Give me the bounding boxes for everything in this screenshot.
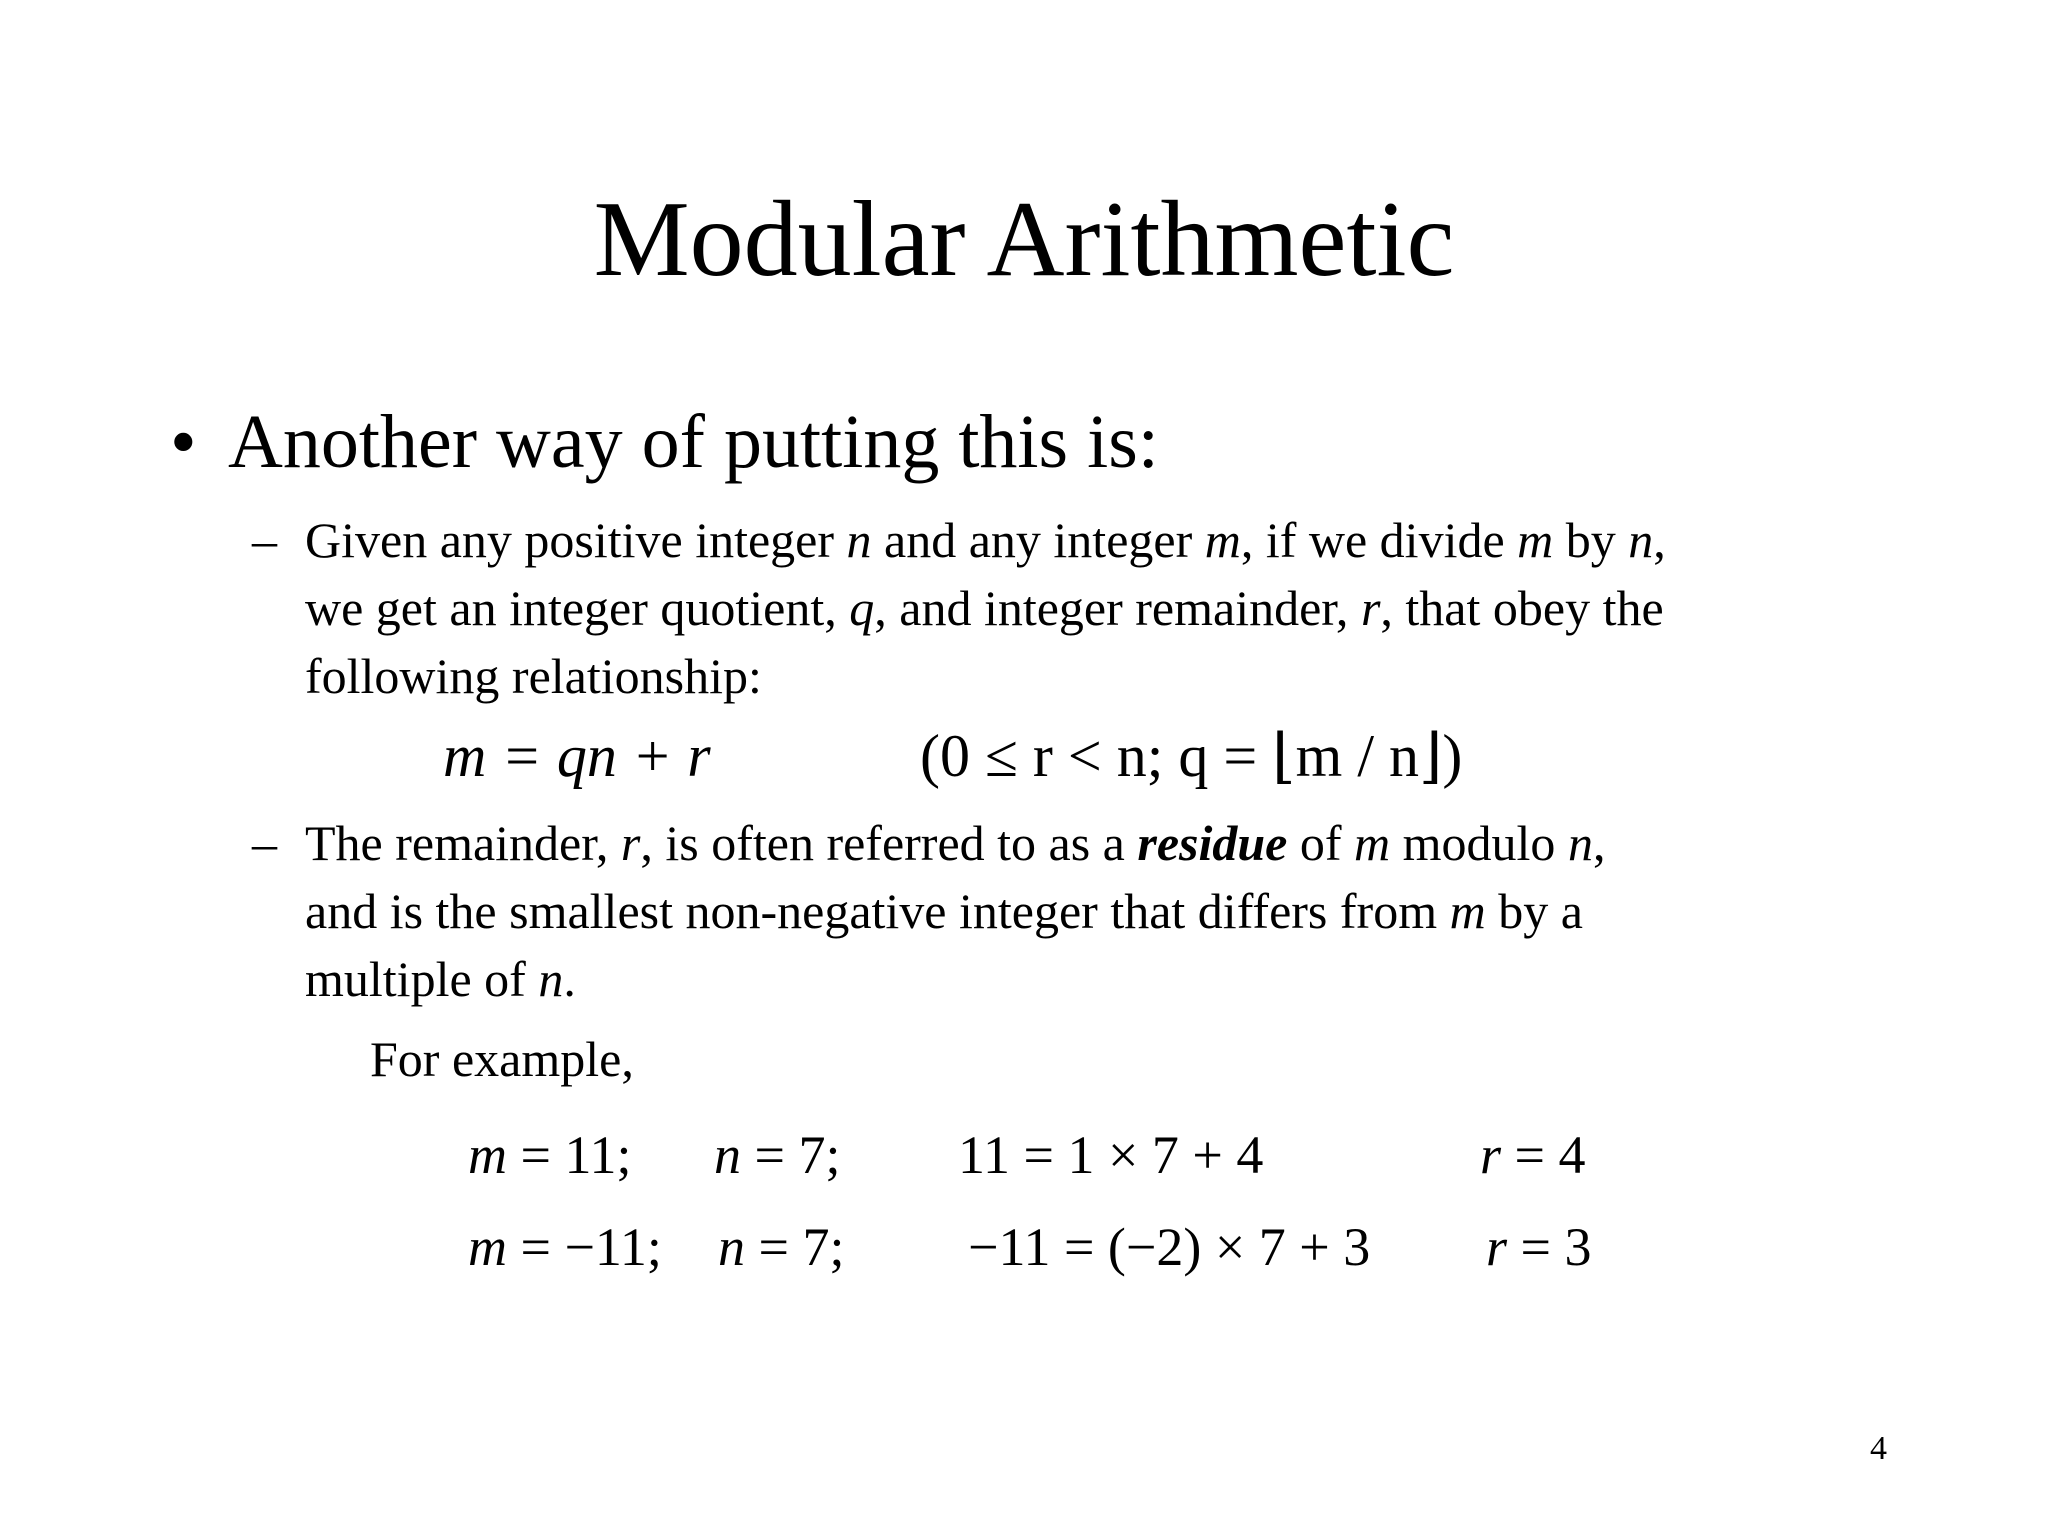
example-1-n: n = 7; [714, 1125, 841, 1185]
text-span: . [563, 951, 576, 1007]
text-span: , that obey the [1380, 580, 1664, 636]
text-span: we get an integer quotient, [305, 580, 850, 636]
variable: r [620, 815, 641, 871]
variable: q [849, 580, 875, 636]
example-2-m: m = −11; [468, 1217, 662, 1277]
variable: n [1567, 815, 1593, 871]
variable: n [538, 951, 564, 1007]
text-span: modulo [1390, 815, 1568, 871]
variable: m [1204, 512, 1241, 568]
sub-bullet-1-marker: – [252, 512, 277, 568]
example-1-m: m = 11; [468, 1125, 632, 1185]
variable: r [1360, 580, 1381, 636]
variable: n [1628, 512, 1654, 568]
bullet-text: Another way of putting this is: [228, 400, 1159, 484]
sub-bullet-2-line-2 [305, 883, 1583, 939]
text-span: , [1653, 512, 1666, 568]
text-span: , is often referred to as a [640, 815, 1138, 871]
text-span: , [1592, 815, 1606, 871]
text-span: , and integer remainder, [874, 580, 1361, 636]
variable: m [1449, 883, 1486, 939]
text-span: multiple of [305, 951, 539, 1007]
bullet-item [170, 400, 1159, 484]
main-equation: m = qn + r [443, 723, 711, 789]
text-span: The remainder, [305, 815, 621, 871]
sub-bullet-1-line-3: following relationship: [305, 648, 762, 704]
example-1-expression: 11 = 1 × 7 + 4 [958, 1125, 1264, 1185]
bullet-marker: • [170, 400, 197, 484]
text-span: and any integer [871, 512, 1205, 568]
text-span: Given any positive integer [305, 512, 847, 568]
slide-title: Modular Arithmetic [593, 180, 1455, 299]
example-2-expression: −11 = (−2) × 7 + 3 [968, 1217, 1371, 1277]
equation-condition: (0 ≤ r < n; q = ⌊m / n⌋) [920, 723, 1463, 789]
example-1-r: r = 4 [1480, 1125, 1586, 1185]
text-span: , if we divide [1240, 512, 1518, 568]
variable: m [1354, 815, 1391, 871]
sub-bullet-1-line-2 [305, 580, 1664, 636]
text-span: and is the smallest non-negative integer that differs from [305, 883, 1450, 939]
text-span: by a [1485, 883, 1583, 939]
example-2-r: r = 3 [1486, 1217, 1592, 1277]
variable: m [1517, 512, 1554, 568]
residue-term: residue [1137, 815, 1288, 871]
sub-bullet-2-line-1 [305, 815, 1606, 871]
text-span: by [1553, 512, 1629, 568]
variable: n [846, 512, 872, 568]
sub-bullet-2-line-3 [305, 951, 576, 1007]
example-2-n: n = 7; [718, 1217, 845, 1277]
sub-bullet-2-marker: – [252, 815, 277, 871]
text-span: of [1287, 815, 1355, 871]
sub-bullet-1-line-1 [305, 512, 1666, 568]
example-label: For example, [370, 1031, 634, 1087]
page-number: 4 [1870, 1430, 1887, 1467]
